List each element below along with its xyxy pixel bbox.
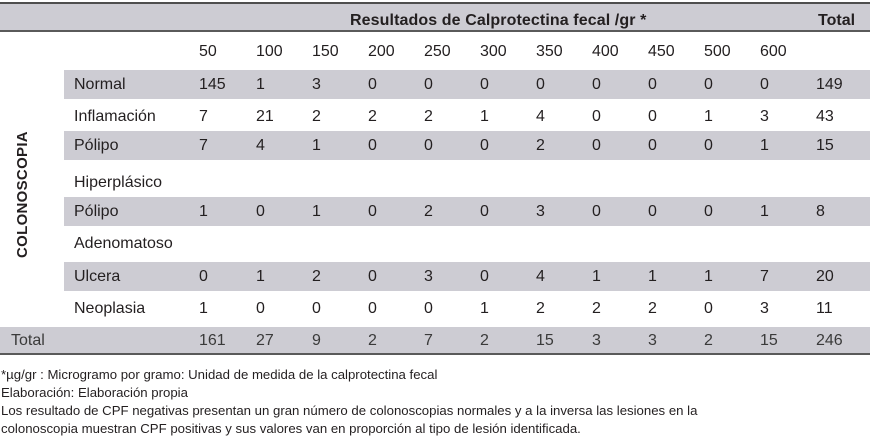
cell: 0 [648,203,657,220]
column-total: 161 [199,332,226,349]
cell: 0 [256,203,265,220]
cell: 1 [480,108,489,125]
column-total: 9 [312,332,321,349]
cell: 2 [536,137,545,154]
cell: 1 [256,268,265,285]
table-row [64,262,870,291]
table-notes [1,366,871,438]
column-total: 3 [648,332,657,349]
column-header: 600 [760,43,787,60]
cell: 0 [256,300,265,317]
cell: 0 [368,268,377,285]
table-row [64,168,870,197]
header-title: Resultados de Calprotectina fecal /gr * [350,12,647,29]
cell: 0 [704,76,713,93]
column-header: 200 [368,43,395,60]
row-total: 20 [816,268,834,285]
column-header: 300 [480,43,507,60]
column-header: 450 [648,43,675,60]
footnote-interpretation-line1: Los resultado de CPF negativas presentan un gran número de colonoscopias normales y a la inversa las lesiones en la [1,403,698,418]
cell: 0 [480,76,489,93]
column-header: 100 [256,43,283,60]
cell: 0 [424,76,433,93]
column-header: 500 [704,43,731,60]
cell: 2 [368,108,377,125]
table-row [64,131,870,160]
footnote-source: Elaboración: Elaboración propia [1,385,188,400]
cell: 1 [592,268,601,285]
cell: 2 [312,268,321,285]
cell: 3 [760,108,769,125]
cell: 1 [704,108,713,125]
table-row [64,229,870,258]
cell: 0 [368,300,377,317]
column-total: 3 [592,332,601,349]
cell: 0 [592,76,601,93]
cell: 3 [536,203,545,220]
cell: 1 [199,203,208,220]
cell: 0 [704,203,713,220]
cell: 0 [704,300,713,317]
cell: 1 [312,137,321,154]
cell: 0 [368,203,377,220]
cell: 0 [424,300,433,317]
cell: 0 [536,76,545,93]
column-header: 400 [592,43,619,60]
cell: 4 [256,137,265,154]
footnote-interpretation-line2: colonoscopia muestran CPF positivas y sus valores van en proporción al tipo de lesión identificada. [1,421,581,436]
column-header: 150 [312,43,339,60]
column-total: 2 [368,332,377,349]
cell: 2 [424,203,433,220]
cell: 7 [199,108,208,125]
cell: 2 [312,108,321,125]
row-label: Hiperplásico [74,174,163,191]
cell: 0 [648,137,657,154]
cell: 1 [648,268,657,285]
cell: 0 [480,203,489,220]
cell: 1 [704,268,713,285]
cell: 1 [760,137,769,154]
cell: 2 [536,300,545,317]
cell: 1 [480,300,489,317]
cell: 2 [424,108,433,125]
cell: 0 [648,108,657,125]
cell: 0 [368,137,377,154]
cell: 21 [256,108,274,125]
cell: 0 [368,76,377,93]
table-row [64,294,870,323]
cell: 4 [536,268,545,285]
cell: 0 [704,137,713,154]
row-total: 149 [816,76,843,93]
grand-total: 246 [816,332,843,349]
cell: 3 [312,76,321,93]
cell: 0 [648,76,657,93]
column-total: 15 [536,332,554,349]
total-row-label: Total [11,332,45,349]
cell: 7 [199,137,208,154]
cell: 7 [760,268,769,285]
column-total: 27 [256,332,274,349]
footnote-unit: *µg/gr : Microgramo por gramo: Unidad de medida de la calprotectina fecal [1,367,438,382]
column-total: 2 [480,332,489,349]
cell: 2 [592,300,601,317]
cell: 0 [199,268,208,285]
cell: 1 [256,76,265,93]
cell: 0 [480,268,489,285]
row-label: Neoplasia [74,300,146,317]
row-label: Ulcera [74,268,121,285]
cell: 4 [536,108,545,125]
cell: 3 [760,300,769,317]
total-row [0,327,870,355]
row-total: 43 [816,108,834,125]
table-header-band [0,2,870,32]
cell: 0 [592,108,601,125]
row-label: Pólipo [74,137,119,154]
cell: 0 [424,137,433,154]
column-total: 7 [424,332,433,349]
table-row [64,197,870,226]
row-label: Inflamación [74,108,156,125]
cell: 0 [592,137,601,154]
row-label: Adenomatoso [74,235,173,252]
column-header: 350 [536,43,563,60]
row-total: 8 [816,203,825,220]
row-total: 11 [816,300,833,317]
colonoscopia-side-label: COLONOSCOPIA [14,131,31,258]
table-row [64,70,870,99]
cell: 1 [760,203,769,220]
cell: 3 [424,268,433,285]
cell: 2 [648,300,657,317]
cell: 0 [592,203,601,220]
cell: 145 [199,76,226,93]
table-row [64,102,870,131]
cell: 1 [312,203,321,220]
cell: 1 [199,300,208,317]
column-header: 50 [199,43,217,60]
cell: 0 [312,300,321,317]
column-header: 250 [424,43,451,60]
row-label: Pólipo [74,203,119,220]
header-total: Total [818,12,856,29]
row-label: Normal [74,76,126,93]
cell: 0 [480,137,489,154]
column-total: 15 [760,332,778,349]
row-total: 15 [816,137,834,154]
cell: 0 [760,76,769,93]
column-total: 2 [704,332,713,349]
